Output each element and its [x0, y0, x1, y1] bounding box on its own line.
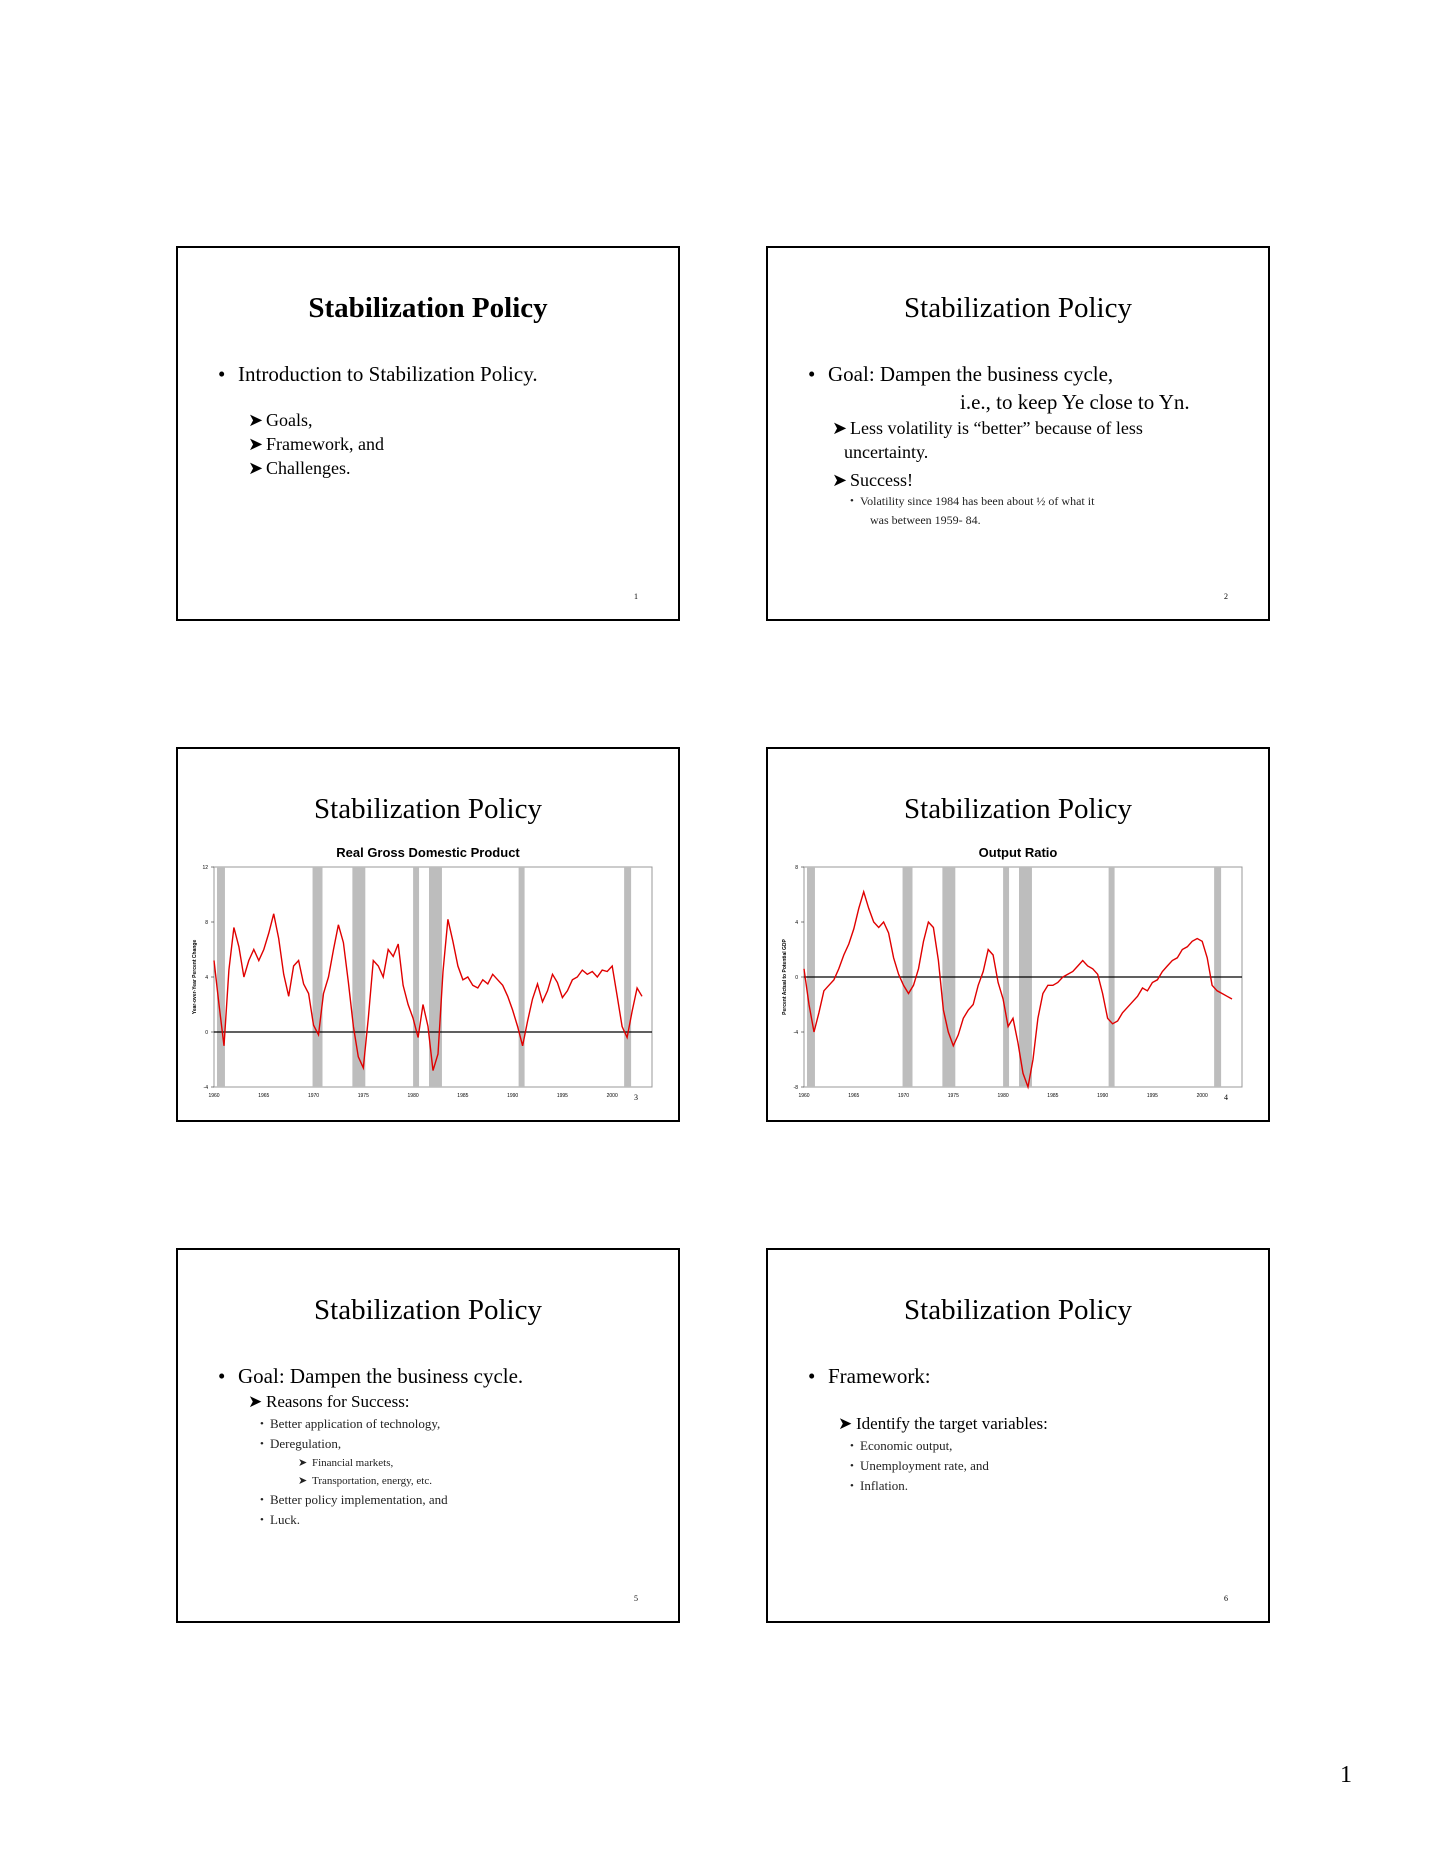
slide-title: Stabilization Policy — [314, 1294, 542, 1326]
sub-bullet: ➤ Goals, — [248, 410, 313, 430]
x-tick-label: 1985 — [1047, 1093, 1059, 1099]
y-tick-label: 8 — [205, 920, 208, 926]
sub-bullet: ➤ Identify the target variables: — [808, 1412, 1244, 1436]
slide-number: 6 — [1224, 1594, 1228, 1603]
y-tick-label: 12 — [202, 865, 208, 871]
slide-title: Stabilization Policy — [904, 292, 1132, 324]
y-tick-label: -4 — [203, 1085, 208, 1091]
recession-band — [217, 867, 225, 1087]
sub-sub-bullet: • Better application of technology, — [218, 1414, 654, 1434]
bullet-continuation: i.e., to keep Ye close to Yn. — [960, 390, 1190, 414]
arrow-bullet-icon: ➤ — [298, 1475, 308, 1487]
y-tick-label: -8 — [793, 1085, 798, 1091]
arrow-bullet-icon: ➤ — [832, 470, 848, 490]
x-tick-label: 2000 — [606, 1093, 618, 1099]
x-tick-label: 1990 — [507, 1093, 519, 1099]
bullet: • Goal: Dampen the business cycle, — [808, 360, 1244, 388]
y-tick-label: 4 — [205, 975, 208, 981]
y-tick-label: -4 — [793, 1030, 798, 1036]
sub-sub-bullet-continuation: was between 1959- 84. — [870, 513, 981, 527]
x-tick-label: 1975 — [947, 1093, 959, 1099]
arrow-bullet-icon: ➤ — [832, 418, 848, 438]
sub-sub-bullet: • Unemployment rate, and — [808, 1456, 1244, 1476]
chart-title: Real Gross Domestic Product — [336, 845, 520, 860]
sub-bullet-continuation: uncertainty. — [844, 442, 929, 462]
slide-number: 1 — [634, 592, 638, 601]
slide-body — [808, 360, 1244, 530]
bullet: • Goal: Dampen the business cycle. — [218, 1362, 654, 1390]
y-tick-label: 0 — [205, 1030, 208, 1036]
x-tick-label: 1995 — [1146, 1093, 1158, 1099]
gdp-chart — [188, 859, 668, 1109]
x-tick-label: 1985 — [457, 1093, 469, 1099]
x-tick-label: 1960 — [208, 1093, 220, 1099]
sub-bullet: ➤ Challenges. — [248, 458, 351, 478]
x-tick-label: 1980 — [997, 1093, 1009, 1099]
slide-number: 2 — [1224, 592, 1228, 601]
slide-number: 3 — [634, 1093, 638, 1102]
x-tick-label: 1970 — [897, 1093, 910, 1099]
bullet: • Framework: — [808, 1362, 1244, 1390]
x-tick-label: 1970 — [307, 1093, 320, 1099]
x-tick-label: 1965 — [258, 1093, 270, 1099]
sub-bullet: ➤ Success! — [832, 470, 913, 490]
arrow-bullet-icon: ➤ — [248, 1392, 263, 1411]
recession-band — [313, 867, 323, 1087]
slide-4 — [766, 747, 1270, 1122]
slide-number: 4 — [1224, 1093, 1228, 1102]
sub-sub-bullet: • Economic output, — [808, 1436, 1244, 1456]
arrow-bullet-icon: ➤ — [248, 458, 264, 478]
x-tick-label: 1980 — [407, 1093, 419, 1099]
recession-band — [624, 867, 631, 1087]
slide-title: Stabilization Policy — [314, 793, 542, 825]
page-number: 1 — [1340, 1762, 1352, 1788]
slide-body — [218, 360, 654, 480]
sub-sub-bullet: • Better policy implementation, and — [218, 1490, 654, 1510]
x-tick-label: 1975 — [357, 1093, 369, 1099]
sub-sub-bullet: • Volatility since 1984 has been about ½ of what it — [808, 492, 1244, 511]
level-4-bullet: ➤ Transportation, energy, etc. — [218, 1472, 654, 1490]
x-tick-label: 1965 — [848, 1093, 860, 1099]
slide-body — [218, 1362, 654, 1530]
output-ratio-chart — [778, 859, 1258, 1109]
x-tick-label: 1960 — [798, 1093, 810, 1099]
sub-sub-bullet: • Deregulation, — [218, 1434, 654, 1454]
slide-number: 5 — [634, 1594, 638, 1603]
arrow-bullet-icon: ➤ — [248, 434, 264, 454]
slide-3 — [176, 747, 680, 1122]
sub-sub-bullet: • Inflation. — [808, 1476, 1244, 1496]
x-tick-label: 1990 — [1097, 1093, 1109, 1099]
sub-bullet: ➤ Less volatility is “better” because of less — [832, 418, 1143, 438]
sub-bullet: ➤ Reasons for Success: — [218, 1390, 654, 1414]
slide-title: Stabilization Policy — [904, 1294, 1132, 1326]
y-axis-label: Percent Actual to Potential GDP — [782, 939, 788, 1015]
slide-1 — [176, 246, 680, 621]
chart-title: Output Ratio — [978, 845, 1058, 860]
y-tick-label: 8 — [795, 865, 798, 871]
arrow-bullet-icon: ➤ — [838, 1414, 853, 1433]
y-tick-label: 0 — [795, 975, 798, 981]
x-tick-label: 2000 — [1196, 1093, 1208, 1099]
slide-6 — [766, 1248, 1270, 1623]
arrow-bullet-icon: ➤ — [298, 1457, 308, 1469]
y-tick-label: 4 — [795, 920, 798, 926]
arrow-bullet-icon: ➤ — [248, 410, 264, 430]
slide-body — [808, 1362, 1244, 1496]
slide-title: Stabilization Policy — [904, 793, 1132, 825]
recession-band — [413, 867, 419, 1087]
sub-sub-bullet: • Luck. — [218, 1510, 654, 1530]
bullet: • Introduction to Stabilization Policy. — [218, 360, 654, 388]
slide-5 — [176, 1248, 680, 1623]
y-axis-label: Year-over-Year Percent Change — [192, 939, 198, 1015]
sub-bullet: ➤ Framework, and — [248, 434, 384, 454]
level-4-bullet: ➤ Financial markets, — [218, 1454, 654, 1472]
x-tick-label: 1995 — [556, 1093, 568, 1099]
output-ratio-chart-svg — [778, 859, 1258, 1109]
recession-band — [519, 867, 525, 1087]
recession-band — [352, 867, 365, 1087]
slide-title: Stabilization Policy — [308, 292, 548, 324]
slide-2 — [766, 246, 1270, 621]
gdp-chart-svg — [188, 859, 668, 1109]
